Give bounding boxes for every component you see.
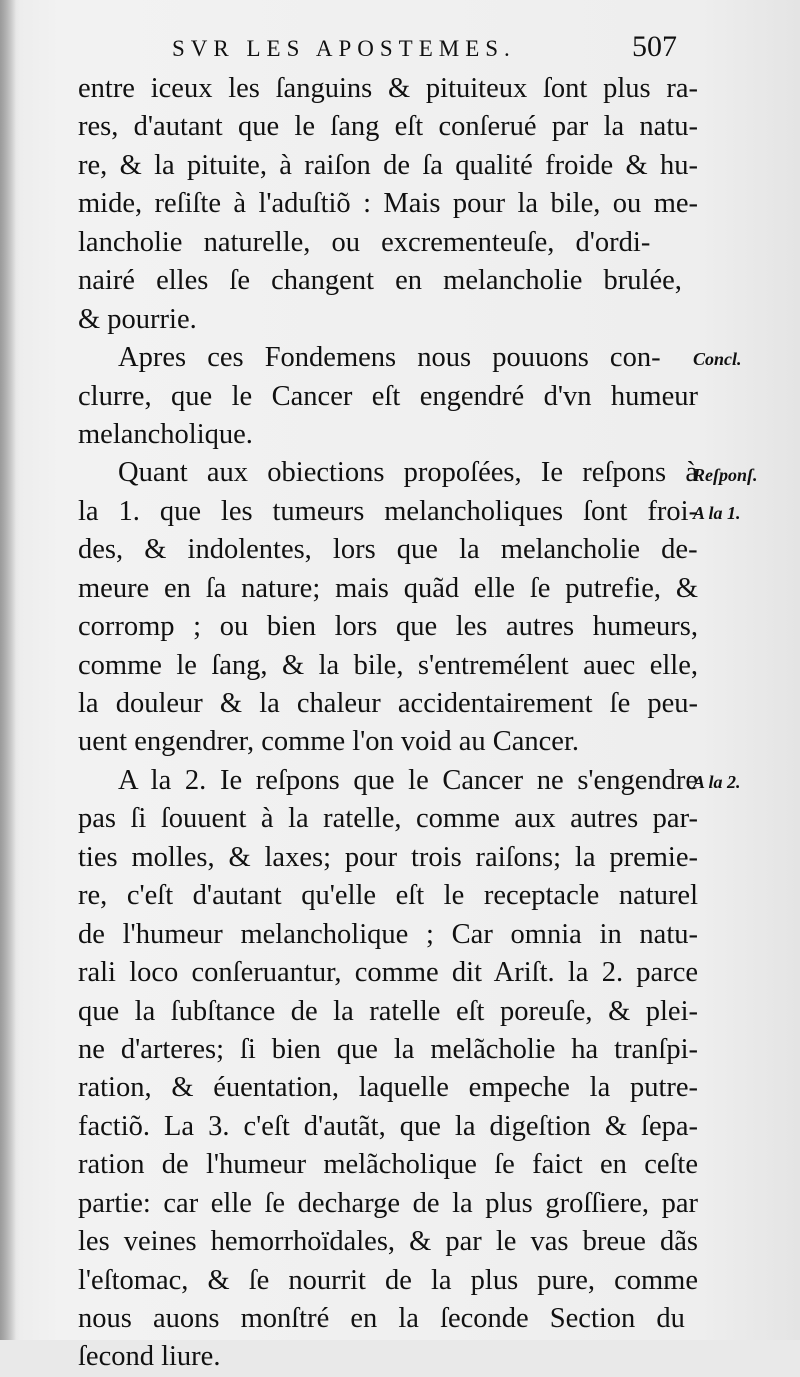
text-line: lancholie naturelle, ou excrementeuſe, d'ordi- — [78, 226, 651, 258]
text-line: corromp ; ou bien lors que les autres humeurs, — [78, 611, 698, 643]
text-line: ne d'arteres; ſi bien que la melãcholie ha tranſpi- — [78, 1033, 698, 1065]
text-line: partie: car elle ſe decharge de la plus groſſiere, par — [78, 1187, 698, 1219]
text-line: re, c'eſt d'autant qu'elle eſt le receptacle naturel — [78, 880, 698, 912]
text-line: Apres ces Fondemens nous pouuons con- — [118, 342, 661, 374]
text-line: la 1. que les tumeurs melancholiques ſont froi- — [78, 495, 698, 527]
text-line: la douleur & la chaleur accidentairement ſe peu- — [78, 688, 698, 719]
text-line: Quant aux obiections propoſées, Ie reſpons à — [118, 457, 698, 489]
text-line: ration de l'humeur melãcholique ſe faict en ceſte — [78, 1149, 698, 1181]
text-line: meure en ſa nature; mais quãd elle ſe putrefie, & — [78, 572, 698, 604]
text-line: que la ſubſtance de la ratelle eſt poreuſe, & plei- — [78, 995, 698, 1027]
text-line: rali loco conſeruantur, comme dit Ariſt. la 2. parce — [78, 957, 698, 989]
text-line: pas ſi ſouuent à la ratelle, comme aux autres par- — [78, 803, 698, 835]
text-line: comme le ſang, & la bile, s'entremélent auec elle, — [78, 649, 698, 681]
margin-note: Concl. — [693, 349, 742, 370]
running-head: SVR LES APOSTEMES. — [172, 36, 516, 61]
margin-note: A la 2. — [693, 772, 741, 793]
text-line: re, & la pituite, à raiſon de ſa qualité froide & hu- — [78, 149, 698, 181]
margin-note: Reſponſ. — [693, 464, 758, 485]
text-line: entre iceux les ſanguins & pituiteux ſont plus ra- — [78, 73, 698, 104]
text-line: mide, reſiſte à l'aduſtiõ : Mais pour la bile, ou me- — [78, 188, 698, 220]
text-line: ſecond liure. — [78, 1341, 221, 1373]
text-line: ties molles, & laxes; pour trois raiſons; la premie- — [78, 841, 698, 873]
text-line: uent engendrer, comme l'on void au Cancer. — [78, 726, 579, 758]
gutter-shadow — [0, 0, 16, 1340]
body-text — [78, 70, 698, 1377]
text-line: des, & indolentes, lors que la melancholie de- — [78, 534, 698, 566]
text-line: nous auons monſtré en la ſeconde Section du — [78, 1303, 685, 1334]
text-line: l'eſtomac, & ſe nourrit de la plus pure, comme — [78, 1264, 698, 1296]
text-line: les veines hemorrhoïdales, & par le vas breue dãs — [78, 1226, 698, 1258]
text-line: de l'humeur melancholique ; Car omnia in natu- — [78, 918, 698, 950]
margin-note: A la 1. — [693, 502, 741, 523]
text-line: factiõ. La 3. c'eſt d'autãt, que la digeſtion & ſepa- — [78, 1110, 698, 1142]
text-line: A la 2. Ie reſpons que le Cancer ne s'engendre — [118, 764, 698, 796]
page-number: 507 — [632, 30, 677, 63]
text-line: melancholique. — [78, 418, 253, 450]
text-line: ration, & éuentation, laquelle empeche la putre- — [78, 1072, 698, 1104]
text-line: & pourrie. — [78, 303, 197, 335]
text-line: res, d'autant que le ſang eſt conſerué par la natu- — [78, 111, 698, 143]
text-line: nairé elles ſe changent en melancholie brulée, — [78, 265, 682, 297]
text-line: clurre, que le Cancer eſt engendré d'vn humeur — [78, 380, 698, 412]
